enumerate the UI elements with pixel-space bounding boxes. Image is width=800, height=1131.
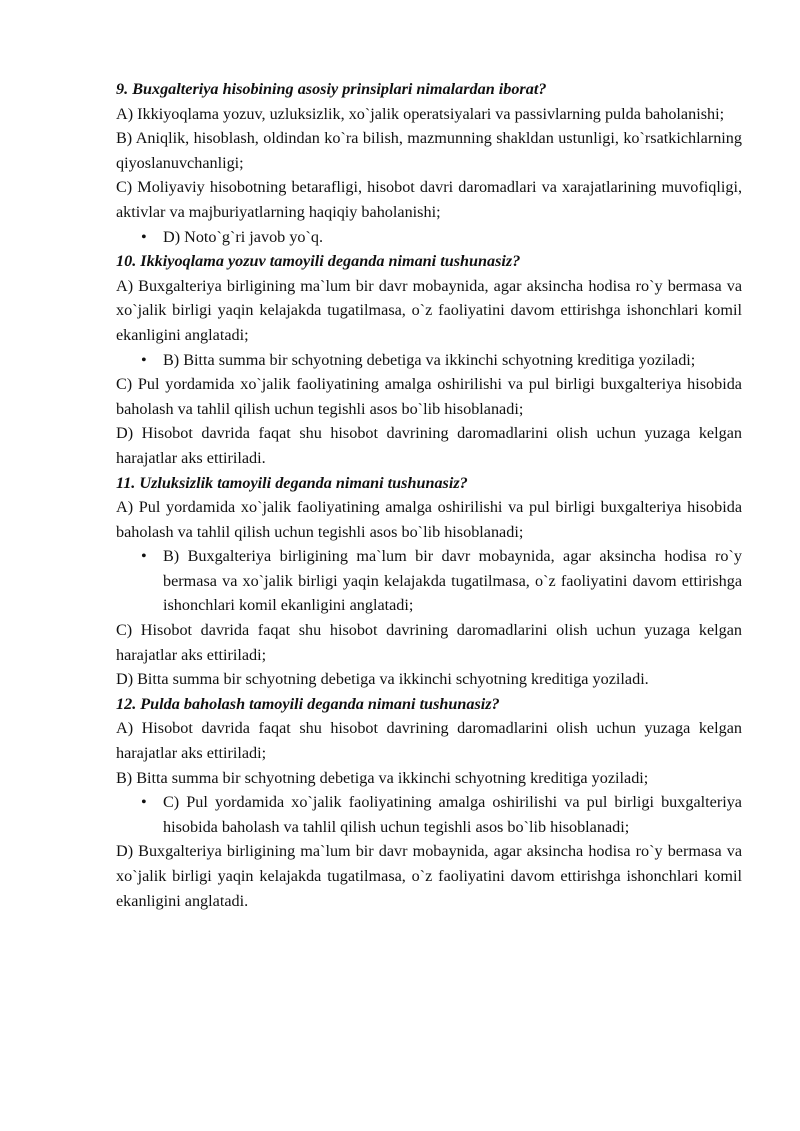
answer-option: B) Bitta summa bir schyotning debetiga va ikkinchi schyotning kreditiga yoziladi; (116, 768, 649, 787)
question-block (116, 692, 742, 913)
question-title: 12. Pulda baholash tamoyili deganda nimani tushunasiz? (116, 694, 500, 713)
question-title: 9. Buxgalteriya hisobining asosiy prinsiplari nimalardan iborat? (116, 80, 547, 98)
question-title: 10. Ikkiyoqlama yozuv tamoyili deganda nimani tushunasiz? (116, 252, 521, 271)
answer-option: A) Pul yordamida xo`jalik faoliyatining amalga oshirilishi va pul birligi buxgalteriya hisobida baholash va tahlil qilish uchun tegishli asos bo`lib hisoblanadi; (116, 498, 742, 541)
answer-option-text: B) Buxgalteriya birligining ma`lum bir davr mobaynida, agar aksincha hodisa ro`y bermasa va xo`jalik birligi yaqin kelajakda tugatilmasa, o`z faoliyatini davom ettirishga ishonchlari komil ekanligini anglatadi; (163, 547, 742, 615)
answer-option: A) Hisobot davrida faqat shu hisobot davrining daromadlarini olish uchun yuzaga kelgan harajatlar aks ettiriladi; (116, 719, 742, 763)
marked-answer-option (116, 348, 742, 373)
answer-option-text: C) Pul yordamida xo`jalik faoliyatining amalga oshirilishi va pul birligi buxgalteriya hisobida baholash va tahlil qilish uchun tegishli asos bo`lib hisoblanadi; (163, 793, 742, 836)
answer-option: C) Moliyaviy hisobotning betarafligi, hisobot davri daromadlari va xarajatlarining muvofiqligi, aktivlar va majburiyatlarning haqiqiy baholanishi; (116, 178, 742, 221)
question-title: 11. Uzluksizlik tamoyili deganda nimani tushunasiz? (116, 473, 468, 492)
bullet-icon: • (141, 793, 147, 812)
answer-option: D) Bitta summa bir schyotning debetiga va ikkinchi schyotning kreditiga yoziladi. (116, 670, 649, 689)
marked-answer-option (116, 225, 742, 250)
answer-option: A) Buxgalteriya birligining ma`lum bir davr mobaynida, agar aksincha hodisa ro`y bermasa va xo`jalik birligi yaqin kelajakda tugatilmasa, o`z faoliyatini davom ettirishga ishonchlari komil ekanligini anglatadi; (116, 276, 742, 344)
document-content (116, 77, 742, 913)
marked-answer-option (116, 544, 742, 618)
answer-option: C) Hisobot davrida faqat shu hisobot davrining daromadlarini olish uchun yuzaga kelgan harajatlar aks ettiriladi; (116, 621, 742, 664)
question-block (116, 77, 742, 249)
answer-option: B) Aniqlik, hisoblash, oldindan ko`ra bilish, mazmunning shakldan ustunligi, ko`rsatkichlarning qiyoslanuvchanligi; (116, 129, 742, 172)
answer-option: A) Ikkiyoqlama yozuv, uzluksizlik, xo`jalik operatsiyalari va passivlarning pulda baholanishi; (116, 104, 725, 123)
bullet-icon: • (141, 547, 147, 566)
answer-option-text: D) Noto`g`ri javob yo`q. (163, 227, 324, 246)
bullet-icon: • (141, 227, 147, 246)
answer-option: C) Pul yordamida xo`jalik faoliyatining amalga oshirilishi va pul birligi buxgalteriya hisobida baholash va tahlil qilish uchun tegishli asos bo`lib hisoblanadi; (116, 375, 742, 418)
bullet-icon: • (141, 350, 147, 369)
answer-option: D) Hisobot davrida faqat shu hisobot davrining daromadlarini olish uchun yuzaga kelgan harajatlar aks ettiriladi. (116, 424, 742, 467)
question-block (116, 249, 742, 470)
marked-answer-option (116, 790, 742, 839)
answer-option-text: B) Bitta summa bir schyotning debetiga va ikkinchi schyotning kreditiga yoziladi; (163, 350, 696, 369)
question-block (116, 471, 742, 692)
answer-option: D) Buxgalteriya birligining ma`lum bir davr mobaynida, agar aksincha hodisa ro`y bermasa va xo`jalik birligi yaqin kelajakda tugatilmasa, o`z faoliyatini davom ettirishga ishonchlari komil ekanligini anglatadi. (116, 842, 742, 910)
